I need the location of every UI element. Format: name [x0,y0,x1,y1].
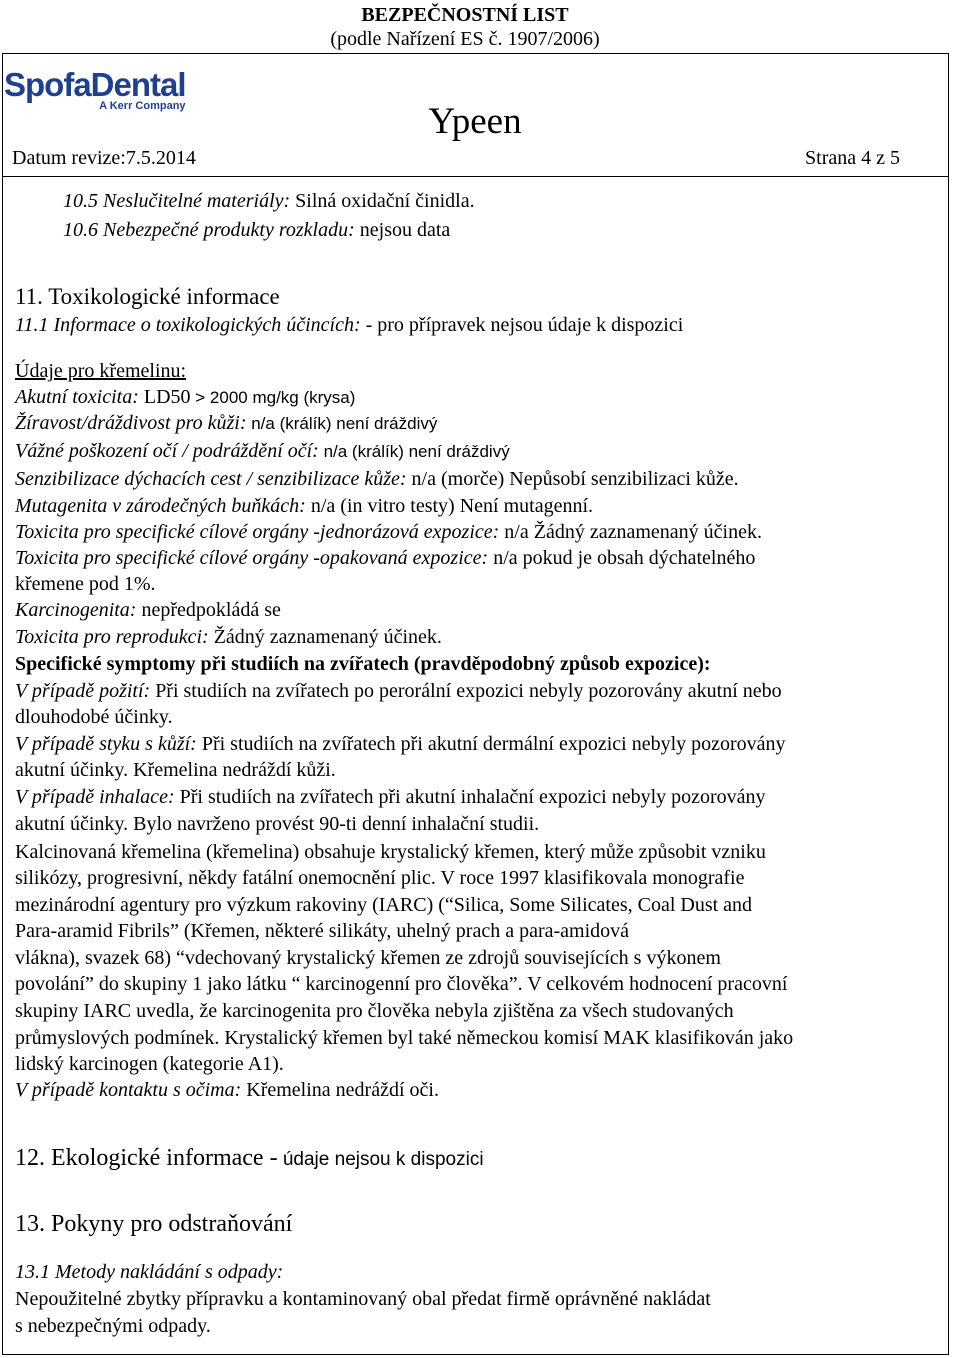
paragraph-line: mezinárodní agentury pro výzkum rakoviny (IARC) (“Silica, Some Silicates, Coal Dust and [15,894,753,916]
field-label: V případě styku s kůží: [15,733,197,755]
paragraph-line: povolání” do skupiny 1 jako látku “ karcinogenní pro člověka”. V celkovém hodnocení pracovní [15,973,788,995]
skin-corrosion [15,410,437,437]
line-11-1 [15,312,683,338]
field-value: Silná oxidační činidla. [290,190,475,212]
paragraph-line: skupiny IARC uvedla, že karcinogenita pro člověka nebyla zjištěna za všech studovaných [15,1000,734,1022]
field-value: Křemelina nedráždí oči. [241,1079,439,1101]
logo-subtitle: A Kerr Company [99,100,186,112]
field-label: 10.6 Nebezpečné produkty rozkladu: [63,219,355,241]
paragraph-line: vlákna), svazek 68) “vdechovaný krystalický křemen ze zdrojů souvisejících s výkonem [15,947,721,969]
field-label: Toxicita pro specifické cílové orgány -opakovaná expozice: [15,547,489,569]
field-value: Žádný zaznamenaný účinek. [208,626,442,648]
field-label: Karcinogenita: [15,599,137,621]
eye-contact [15,1077,439,1103]
field-value: Při studiích na zvířatech při akutní inhalační expozici nebyly pozorovány [174,786,766,808]
paragraph-line: Kalcinovaná křemelina (křemelina) obsahuje krystalický křemen, který může způsobit vzniku [15,841,766,863]
product-name: Ypeen [428,101,522,142]
page-number: Strana 4 z 5 [805,147,900,169]
field-value: LD50 [138,386,191,408]
document-title [0,3,930,51]
field-label: V případě požití: [15,680,151,702]
regulation-reference: (podle Nařízení ES č. 1907/2006) [330,28,600,50]
paragraph-line: lidský karcinogen (kategorie A1). [15,1053,284,1075]
skin-contact-cont: akutní účinky. Křemelina nedráždí kůži. [15,759,336,781]
diatomite-subheading: Údaje pro křemelinu: [15,360,187,382]
reproductive-toxicity [15,624,442,650]
field-value: n/a (králík) není dráždivý [318,442,510,461]
stot-single [15,519,762,545]
paragraph-line: Para-aramid Fibrils” (Křemen, některé silikáty, uhelný prach a para-amidová [15,920,630,942]
stot-repeated [15,545,755,571]
field-value: n/a (králík) není dráždivý [246,414,438,433]
header-divider [2,176,949,177]
disposal-text-cont: s nebezpečnými odpady. [15,1315,211,1337]
field-value: Při studiích na zvířatech při akutní dermální expozici nebyly pozorovány [196,733,786,755]
field-value: - pro přípravek nejsou údaje k dispozici [360,314,684,336]
field-value: n/a pokud je obsah dýchatelného [488,547,756,569]
carcinogenicity [15,597,281,623]
paragraph-line: průmyslových podmínek. Krystalický křemen byl také německou komisí MAK klasifikován jako [15,1027,794,1049]
field-value: > 2000 mg/kg (krysa) [190,388,356,407]
disposal-text: Nepoužitelné zbytky přípravku a kontaminovaný obal předat firmě oprávněné nakládat [15,1288,711,1310]
skin-contact [15,731,786,757]
field-label: 13.1 Metody nakládání s odpady: [15,1261,284,1283]
field-label: Akutní toxicita: [15,386,139,408]
logo-brand: SpofaDental [4,66,186,103]
field-label: 11.1 Informace o toxikologických účincích: [15,314,361,336]
field-value: n/a Žádný zaznamenaný účinek. [499,521,762,543]
field-value: n/a (in vitro testy) Není mutagenní. [305,495,594,517]
line-10-5 [63,188,475,214]
eye-damage [15,438,510,465]
section-title: 12. Ekologické informace - [15,1145,278,1171]
field-value: nepředpokládá se [136,599,281,621]
field-label: Toxicita pro reprodukci: [15,626,209,648]
header-info-row [12,144,900,172]
inhalation-cont: akutní účinky. Bylo navrženo provést 90-ti denní inhalační studii. [15,813,540,835]
sheet-title: BEZPEČNOSTNÍ LIST [361,4,569,26]
field-value: n/a (morče) Nepůsobí senzibilizaci kůže. [406,468,739,490]
line-10-6 [63,217,450,243]
inhalation [15,784,766,810]
field-label: Senzibilizace dýchacích cest / senzibilizace kůže: [15,468,407,490]
mutagenicity [15,493,593,519]
symptoms-heading [15,651,711,677]
ingestion [15,678,782,704]
section-11-heading: 11. Toxikologické informace [15,284,280,309]
field-label: Žíravost/dráždivost pro kůži: [15,412,247,434]
paragraph-line: silikózy, progresivní, někdy fatální onemocnění plic. V roce 1997 klasifikovala monografie [15,867,745,889]
field-label: V případě kontaktu s očima: [15,1079,242,1101]
field-label: Toxicita pro specifické cílové orgány -jednorázová expozice: [15,521,500,543]
field-label: Mutagenita v zárodečných buňkách: [15,495,306,517]
field-label: V případě inhalace: [15,786,175,808]
revision-date: Datum revize:7.5.2014 [12,147,196,169]
section-13-heading: 13. Pokyny pro odstraňování [15,1211,293,1237]
acute-toxicity [15,384,355,411]
ingestion-cont: dlouhodobé účinky. [15,706,173,728]
field-label: Vážné poškození očí / podráždění očí: [15,440,319,462]
bold-heading: Specifické symptomy při studiích na zvířatech (pravděpodobný způsob expozice): [15,653,711,675]
line-13-1 [15,1259,283,1285]
field-label: 10.5 Neslučitelné materiály: [63,190,291,212]
section-12-heading [15,1145,484,1173]
field-value: Při studiích na zvířatech po perorální expozici nebyly pozorovány akutní nebo [150,680,782,702]
sensitisation [15,466,739,492]
field-value: nejsou data [354,219,451,241]
section-note: údaje nejsou k dispozici [277,1149,484,1170]
stot-repeated-cont: křemene pod 1%. [15,573,156,595]
